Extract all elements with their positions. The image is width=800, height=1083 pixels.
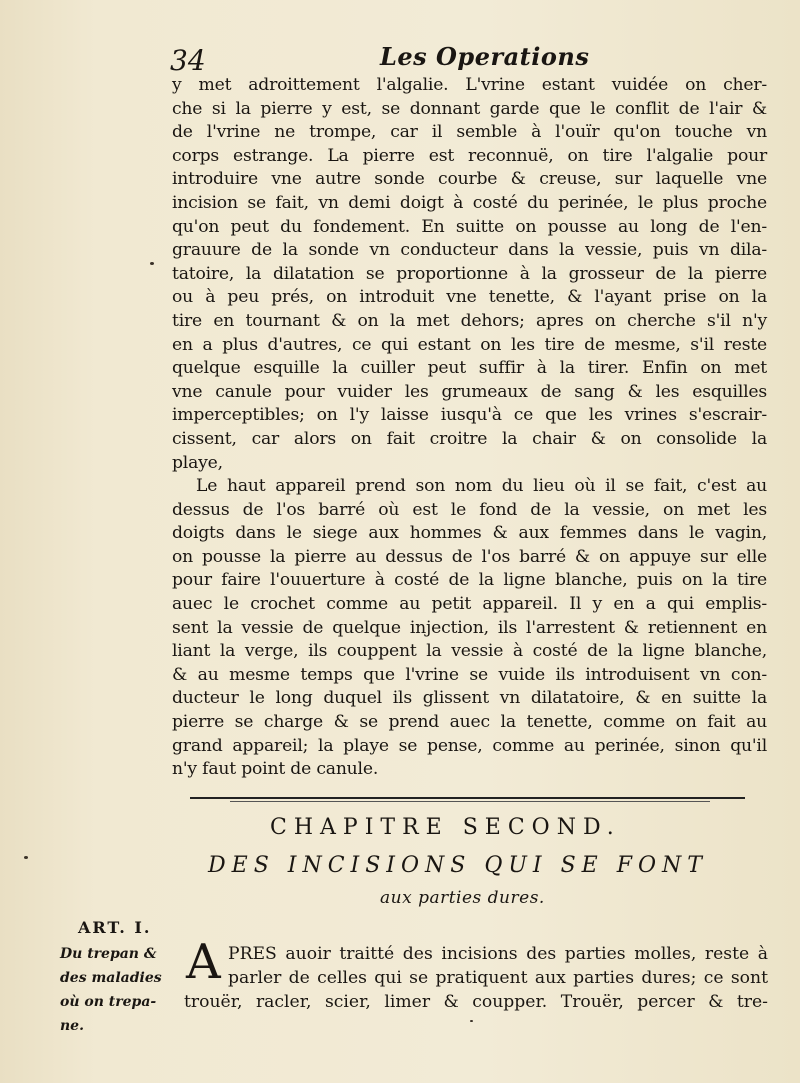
chapter-subtitle: aux parties dures.: [380, 888, 545, 908]
text-line: cissent, car alors on fait croitre la chair & on consolide la: [172, 428, 767, 449]
text-line: tire en tournant & on la met dehors; apres on cherche s'il n'y: [172, 310, 767, 331]
margin-note-line: où on trepa-: [60, 994, 157, 1010]
ink-speck: [150, 262, 154, 265]
text-line: grauure de la sonde vn conducteur dans la vessie, puis vn dila-: [172, 240, 767, 261]
page-number: 34: [170, 44, 206, 77]
margin-note: [60, 942, 175, 1038]
ink-speck: [470, 1020, 473, 1022]
text-line: doigts dans le siege aux hommes & aux femmes dans le vagin,: [172, 523, 767, 544]
text-line: pour faire l'ouuerture à costé de la ligne blanche, puis on la tire: [172, 570, 767, 591]
text-line: imperceptibles; on l'y laisse iusqu'à ce que les vrines s'escrair-: [172, 405, 767, 426]
text-line: qu'on peut du fondement. En suitte on pousse au long de l'en-: [172, 216, 767, 237]
text-line: Le haut appareil prend son nom du lieu où il se fait, c'est au: [196, 476, 767, 497]
text-line: tatoire, la dilatation se proportionne à la grosseur de la pierre: [172, 263, 767, 284]
text-line: auec le crochet comme au petit appareil. Il y en a qui emplis-: [172, 594, 767, 615]
text-line: liant la verge, ils couppent la vessie à costé de la ligne blanche,: [172, 641, 767, 662]
text-line: ducteur le long duquel ils glissent vn dilatatoire, & en suitte la: [172, 688, 767, 709]
text-line: trouër, racler, scier, limer & coupper. Trouër, percer & tre-: [184, 992, 768, 1012]
text-line: pierre se charge & se prend auec la tenette, comme on fait au: [172, 712, 767, 733]
text-line: ou à peu prés, on introduit vne tenette, & l'ayant prise on la: [172, 287, 767, 308]
text-line: n'y faut point de canule.: [172, 759, 379, 780]
section-divider-thin: [230, 801, 710, 802]
text-line: on pousse la pierre au dessus de l'os barré & on appuye sur elle: [172, 546, 767, 567]
text-line: incision se fait, vn demi doigt à costé du perinée, le plus proche: [172, 192, 767, 213]
text-line: playe,: [172, 452, 223, 473]
text-line: PRES auoir traitté des incisions des parties molles, reste à: [228, 944, 768, 964]
ink-speck: [24, 856, 28, 859]
text-line: dessus de l'os barré où est le fond de la vessie, on met les: [172, 499, 767, 520]
chapter-heading: CHAPITRE SECOND.: [270, 815, 621, 840]
text-line: & au mesme temps que l'vrine se vuide ils introduisent vn con-: [172, 664, 767, 685]
text-line: che si la pierre y est, se donnant garde que le conflit de l'air &: [172, 98, 767, 119]
text-line: sent la vessie de quelque injection, ils l'arrestent & retiennent en: [172, 617, 767, 638]
drop-cap: A: [186, 934, 221, 990]
text-line: corps estrange. La pierre est reconnuë, on tire l'algalie pour: [172, 145, 767, 166]
text-line: parler de celles qui se pratiquent aux parties dures; ce sont: [228, 968, 768, 988]
margin-note-line: des maladies: [60, 970, 162, 986]
text-line: quelque esquille la cuiller peut suffir à la tirer. Enfin on met: [172, 358, 767, 379]
text-line: de l'vrine ne trompe, car il semble à l'ouïr qu'on touche vn: [172, 122, 767, 143]
article-label: ART. I.: [78, 918, 152, 937]
article-text: [184, 942, 768, 1014]
running-head: Les Operations: [380, 42, 590, 71]
text-line: y met adroittement l'algalie. L'vrine estant vuidée on cher-: [172, 75, 767, 95]
section-divider: [190, 797, 745, 799]
text-line: introduire vne autre sonde courbe & creuse, sur laquelle vne: [172, 169, 767, 190]
text-line: en a plus d'autres, ce qui estant on les tire de mesme, s'il reste: [172, 334, 767, 355]
chapter-title: DES INCISIONS QUI SE FONT: [208, 853, 708, 878]
body-text: [172, 74, 767, 782]
text-line: vne canule pour vuider les grumeaux de sang & les esquilles: [172, 381, 767, 402]
margin-note-line: ne.: [60, 1018, 84, 1034]
text-line: grand appareil; la playe se pense, comme au perinée, sinon qu'il: [172, 735, 767, 756]
margin-note-line: Du trepan &: [60, 946, 157, 962]
